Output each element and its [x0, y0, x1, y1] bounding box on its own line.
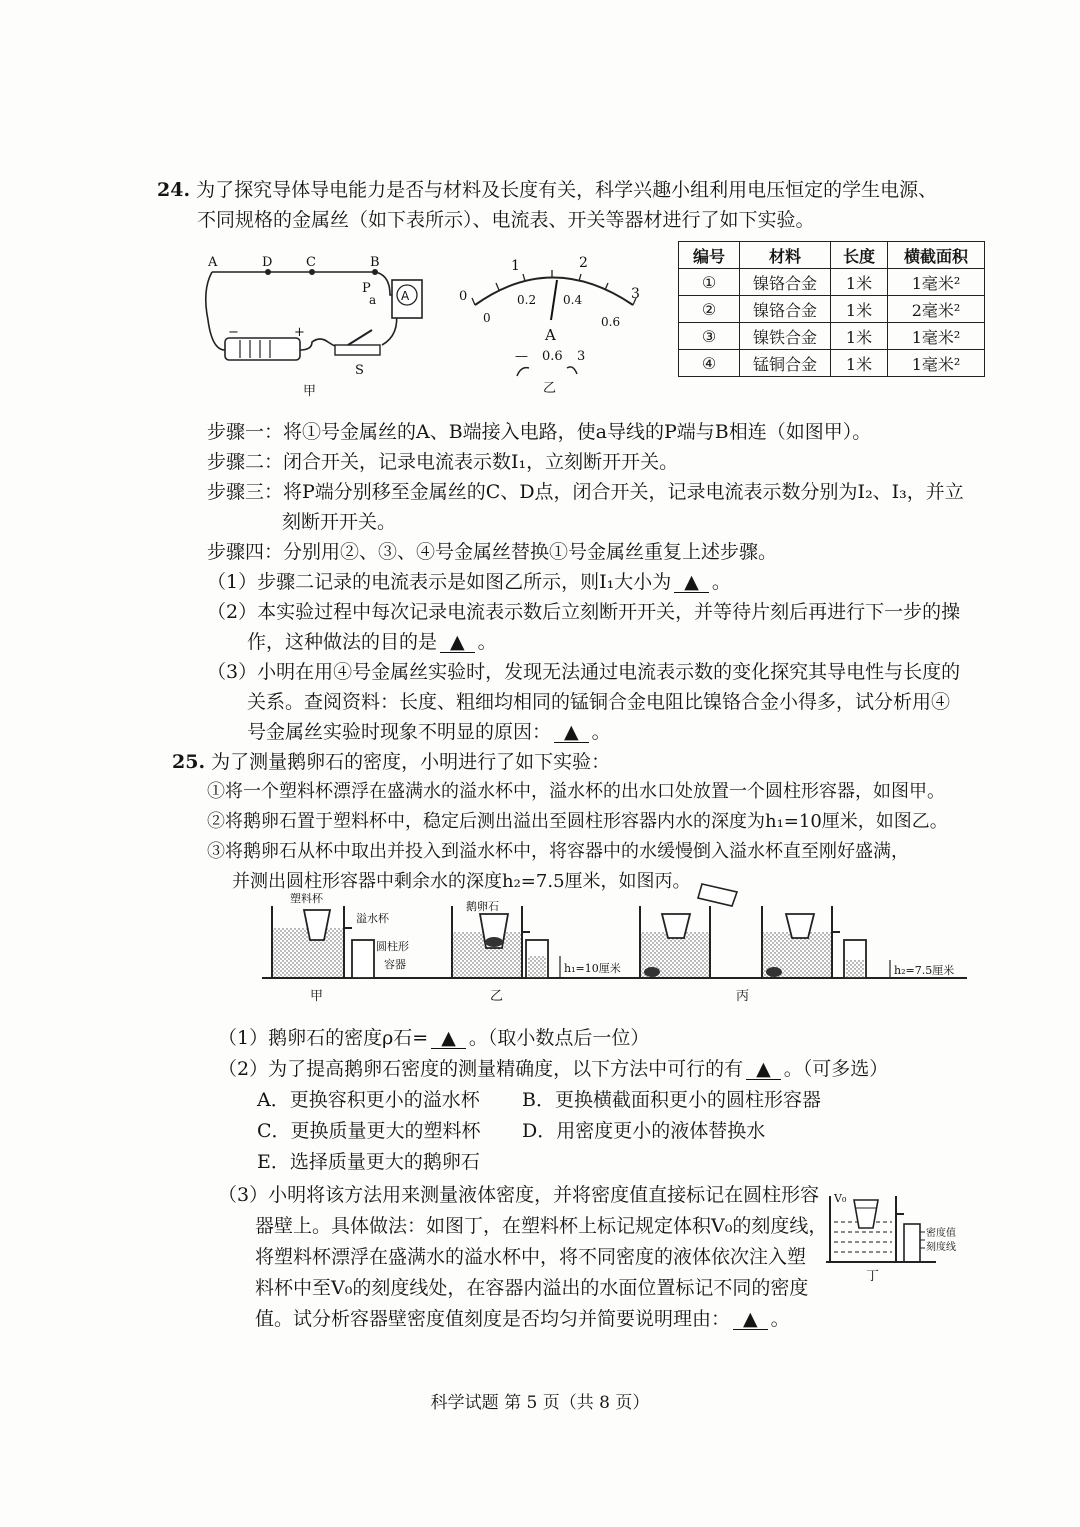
jia-battery-plus: + — [294, 325, 305, 340]
q24-step-3: 步骤三：将P端分别移至金属丝的C、D点，闭合开关，记录电流表示数分别为I₂、I₃，并立 — [207, 481, 964, 503]
answer-blank[interactable] — [674, 572, 709, 593]
cell-material: 锰铜合金 — [740, 350, 831, 377]
jia-point-a: A — [208, 255, 218, 270]
q25-sub1-end: 。（取小数点后一位） — [468, 1027, 650, 1049]
cell-area: 1毫米² — [888, 350, 985, 377]
q25-sub3-line2: 器壁上。具体做法：如图丁，在塑料杯上标记规定体积V₀的刻度线， — [255, 1215, 828, 1237]
ding-label-1: 密度值 — [926, 1228, 956, 1239]
q25-step-3-cont: 并测出圆柱形容器中剩余水的深度h₂=7.5厘米，如图丙。 — [232, 871, 691, 892]
jia-battery-minus: − — [228, 325, 239, 340]
q25-sub3-end: 。 — [770, 1308, 790, 1330]
q25-sub3-line1: （3）小明将该方法用来测量液体密度，并将密度值直接标记在圆柱形容 — [218, 1184, 820, 1206]
q25-sub3-line5 — [255, 1305, 790, 1333]
answer-blank[interactable] — [440, 632, 475, 653]
q25-step-2: ②将鹅卵石置于塑料杯中，稳定后测出溢出至圆柱形容器内水的深度为h₁=10厘米，如图乙。 — [207, 811, 948, 832]
q24-intro-text-1: 为了探究导体导电能力是否与材料及长度有关，科学兴趣小组利用电压恒定的学生电源、 — [196, 179, 938, 201]
answer-blank[interactable] — [431, 1028, 466, 1049]
q25-figure-ding — [826, 1186, 966, 1286]
yi-meter-letter: A — [545, 326, 556, 344]
blank-triangle-icon: ▲ — [743, 1308, 758, 1330]
yi-top-2: 2 — [579, 255, 588, 271]
blank-triangle-icon: ▲ — [450, 631, 465, 653]
header-area: 横截面积 — [888, 242, 985, 269]
q24-step-3-cont: 刻断开开关。 — [282, 511, 397, 533]
caption-bing: 丙 — [736, 989, 750, 1004]
q24-intro-line1 — [157, 176, 937, 204]
header-id: 编号 — [679, 242, 740, 269]
cell-length: 1米 — [831, 296, 888, 323]
answer-blank[interactable] — [733, 1309, 768, 1330]
jia-label-a-wire: a — [369, 293, 377, 307]
page-footer: 科学试题 第 5 页（共 8 页） — [430, 1393, 650, 1413]
cell-id: ① — [679, 269, 740, 296]
q24-wire-spec-table — [678, 241, 985, 377]
q24-sub3-end: 。 — [591, 721, 611, 743]
jia-label-p: P — [362, 281, 371, 296]
yi-bottom-0: 0 — [483, 311, 491, 325]
q24-sub2-line1: （2）本实验过程中每次记录电流表示数后立刻断开开关，并等待片刻后再进行下一步的操 — [207, 601, 961, 623]
q24-sub2-line2 — [247, 628, 497, 656]
jia-caption: 甲 — [303, 384, 317, 399]
cell-length: 1米 — [831, 323, 888, 350]
yi-terminal-minus: — — [515, 349, 528, 364]
q25-sub2 — [218, 1055, 888, 1083]
q25-sub2-end: 。（可多选） — [783, 1058, 889, 1080]
q25-sub2-text: （2）为了提高鹅卵石密度的测量精确度，以下方法中可行的有 — [218, 1058, 744, 1080]
q24-number: 24. — [157, 179, 191, 201]
cell-id: ③ — [679, 323, 740, 350]
q24-sub1-end: 。 — [711, 571, 731, 593]
label-container-1: 圆柱形 — [376, 940, 409, 953]
q24-sub3-text: 号金属丝实验时现象不明显的原因： — [247, 721, 552, 743]
option-e: E．选择质量更大的鹅卵石 — [257, 1151, 480, 1173]
cell-area: 1毫米² — [888, 269, 985, 296]
q25-overflow-figure — [262, 880, 967, 1010]
caption-yi: 乙 — [490, 989, 504, 1004]
table-row — [679, 350, 985, 377]
q24-figure-yi-ammeter — [455, 250, 645, 398]
blank-triangle-icon: ▲ — [756, 1058, 771, 1080]
header-length: 长度 — [831, 242, 888, 269]
jia-point-b: B — [370, 255, 380, 270]
q24-sub2-end: 。 — [477, 631, 497, 653]
table-row — [679, 269, 985, 296]
q25-sub1 — [218, 1024, 649, 1052]
yi-terminal-3: 3 — [577, 349, 586, 364]
option-d: D．用密度更小的液体替换水 — [522, 1120, 766, 1142]
q24-sub3-line2: 关系。查阅资料：长度、粗细均相同的锰铜合金电阻比镍铬合金小得多，试分析用④ — [247, 691, 951, 713]
label-h2: h₂=7.5厘米 — [894, 964, 955, 977]
option-c: C．更换质量更大的塑料杯 — [257, 1120, 481, 1142]
q25-intro-text: 为了测量鹅卵石的密度，小明进行了如下实验： — [211, 751, 611, 773]
cell-area: 1毫米² — [888, 323, 985, 350]
q25-sub3-line4: 料杯中至V₀的刻度线处，在容器内溢出的水面位置标记不同的密度 — [255, 1277, 809, 1299]
q24-sub2-text: 作，这种做法的目的是 — [247, 631, 438, 653]
q25-sub1-text: （1）鹅卵石的密度ρ石= — [218, 1027, 429, 1049]
q24-sub1-text: （1）步骤二记录的电流表示是如图乙所示，则I₁大小为 — [207, 571, 672, 593]
blank-triangle-icon: ▲ — [564, 721, 579, 743]
jia-switch-label: S — [355, 363, 364, 378]
label-container-2: 容器 — [384, 958, 406, 971]
yi-terminal-06: 0.6 — [542, 349, 563, 364]
answer-blank[interactable] — [554, 722, 589, 743]
jia-point-d: D — [262, 255, 273, 270]
q24-figure-jia-circuit — [200, 250, 425, 400]
q24-step-1: 步骤一：将①号金属丝的A、B端接入电路，使a导线的P端与B相连（如图甲）。 — [207, 421, 872, 443]
caption-jia: 甲 — [310, 989, 324, 1004]
q25-sub3-text: 值。试分析容器壁密度值刻度是否均匀并简要说明理由： — [255, 1308, 731, 1330]
yi-bottom-06: 0.6 — [601, 315, 621, 329]
ding-caption: 丁 — [866, 1269, 880, 1284]
answer-blank[interactable] — [746, 1059, 781, 1080]
ding-v0: V₀ — [834, 1192, 847, 1205]
q24-sub3-line1: （3）小明在用④号金属丝实验时，发现无法通过电流表示数的变化探究其导电性与长度的 — [207, 661, 961, 683]
cell-length: 1米 — [831, 269, 888, 296]
cell-length: 1米 — [831, 350, 888, 377]
header-material: 材料 — [740, 242, 831, 269]
blank-triangle-icon: ▲ — [684, 571, 699, 593]
cell-material: 镍铁合金 — [740, 323, 831, 350]
table-row — [679, 323, 985, 350]
cell-id: ④ — [679, 350, 740, 377]
cell-id: ② — [679, 296, 740, 323]
q25-intro — [172, 748, 610, 776]
yi-top-0: 0 — [459, 289, 468, 304]
jia-ammeter-letter: A — [401, 289, 410, 303]
blank-triangle-icon: ▲ — [441, 1027, 456, 1049]
cell-area: 2毫米² — [888, 296, 985, 323]
option-a: A．更换容积更小的溢水杯 — [257, 1089, 480, 1111]
q25-step-1: ①将一个塑料杯漂浮在盛满水的溢水杯中，溢水杯的出水口处放置一个圆柱形容器，如图甲。 — [207, 781, 945, 802]
yi-bottom-04: 0.4 — [563, 293, 583, 307]
table-header-row — [679, 242, 985, 269]
cell-material: 镍铬合金 — [740, 296, 831, 323]
yi-caption: 乙 — [543, 381, 557, 396]
label-overflow-cup: 溢水杯 — [356, 912, 389, 925]
label-pebble: 鹅卵石 — [466, 900, 499, 913]
jia-point-c: C — [306, 255, 316, 270]
q24-intro-line2: 不同规格的金属丝（如下表所示）、电流表、开关等器材进行了如下实验。 — [197, 209, 815, 231]
label-plastic-cup: 塑料杯 — [290, 892, 323, 905]
yi-top-1: 1 — [511, 258, 520, 274]
label-h1: h₁=10厘米 — [564, 962, 621, 975]
q24-sub1 — [207, 568, 731, 596]
option-b: B．更换横截面积更小的圆柱形容器 — [522, 1089, 821, 1111]
table-row — [679, 296, 985, 323]
q24-step-4: 步骤四：分别用②、③、④号金属丝替换①号金属丝重复上述步骤。 — [207, 541, 778, 563]
q24-step-2: 步骤二：闭合开关，记录电流表示数I₁，立刻断开开关。 — [207, 451, 679, 473]
ding-label-2: 刻度线 — [926, 1242, 956, 1253]
q25-number: 25. — [172, 751, 206, 773]
yi-top-3: 3 — [631, 286, 640, 302]
yi-bottom-02: 0.2 — [517, 293, 537, 307]
q25-sub3-line3: 将塑料杯漂浮在盛满水的溢水杯中，将不同密度的液体依次注入塑 — [255, 1246, 807, 1268]
cell-material: 镍铬合金 — [740, 269, 831, 296]
q25-step-3: ③将鹅卵石从杯中取出并投入到溢水杯中，将容器中的水缓慢倒入溢水杯直至刚好盛满， — [207, 841, 909, 862]
q24-sub3-line3 — [247, 718, 611, 746]
